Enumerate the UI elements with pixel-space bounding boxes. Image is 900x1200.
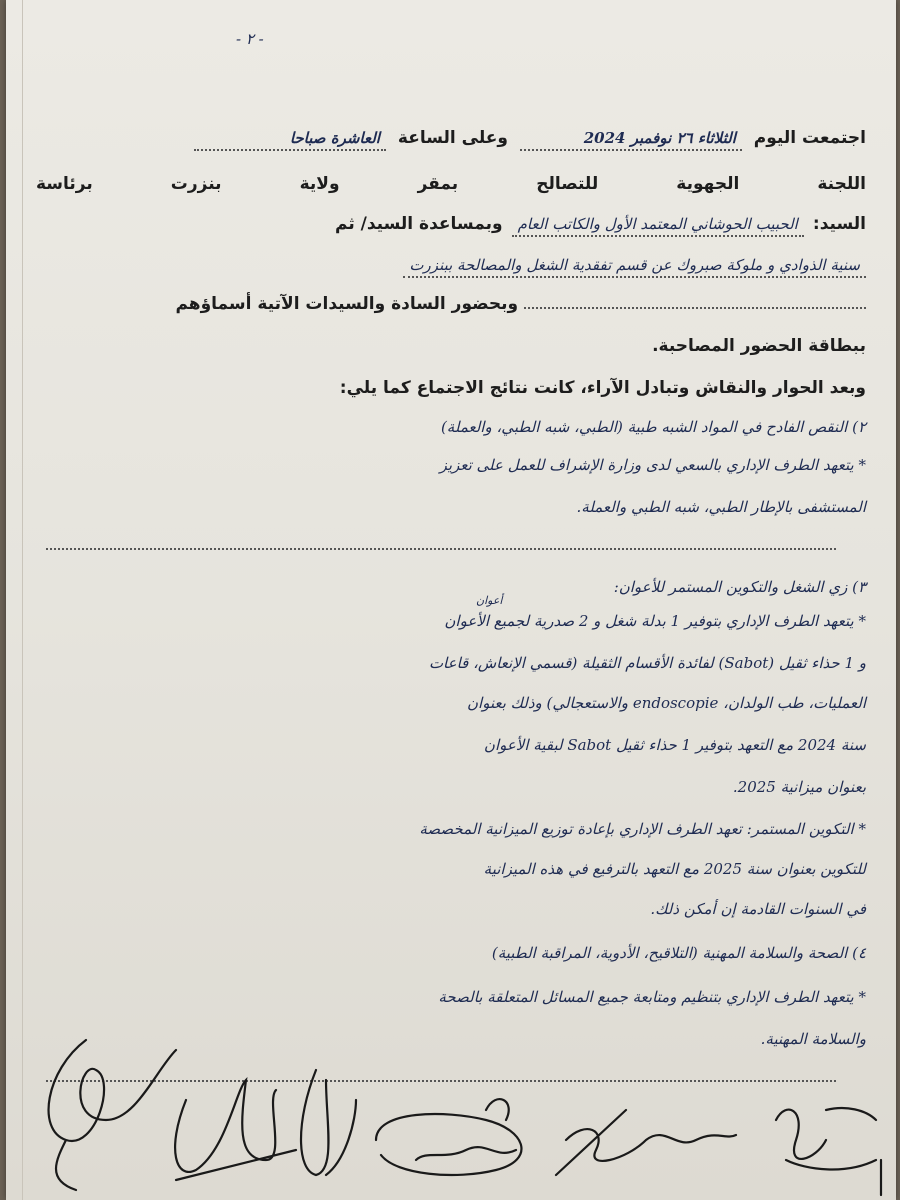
seat-label: بمقر <box>417 174 459 194</box>
page-number: - ٢ - <box>236 30 264 48</box>
regional-label: الجهوية <box>676 174 740 194</box>
item-4-line-2: والسلامة المهنية. <box>760 1030 866 1048</box>
attendance-line-2: ببطاقة الحضور المصاحبة. <box>652 336 866 356</box>
item-4-title: ٤) الصحة والسلامة المهنية (التلاقيح، الأدوية، المراقبة الطبية) <box>491 944 866 962</box>
chair-line <box>36 214 866 237</box>
assisted-label: وبمساعدة السيد/ ثم <box>335 214 503 234</box>
item-3-line-6: * التكوين المستمر: تعهد الطرف الإداري بإعادة توزيع الميزانية المخصصة <box>419 820 866 838</box>
signature-2 <box>175 1080 296 1180</box>
margin-line <box>22 0 23 1200</box>
date-value: الثلاثاء ٢٦ نوفمبر 2024 <box>520 129 742 151</box>
assistants-value: سنية الذوادي و ملوكة صبروك عن قسم تفقدية الشغل والمصالحة ببنزرت <box>403 256 866 278</box>
chaired-label: برئاسة <box>36 174 93 194</box>
signature-3 <box>301 1070 356 1175</box>
item-3-line-8: في السنوات القادمة إن أمكن ذلك. <box>650 900 866 918</box>
attendance-dots <box>524 305 866 309</box>
item-3-line-2: و 1 حذاء ثقيل (Sabot) لفائدة الأقسام الثقيلة (قسمي الإنعاش، قاعات <box>428 654 866 672</box>
item-3-line-1: * يتعهد الطرف الإداري بتوفير 1 بدلة شغل و 2 صدرية لجميع الأعوان <box>444 612 866 630</box>
item-2-title: ٢) النقص الفادح في المواد الشبه طبية (الطبي، شبه الطبي، والعملة) <box>440 418 866 436</box>
attendance-line <box>36 294 866 314</box>
item-3-title: ٣) زي الشغل والتكوين المستمر للأعوان: <box>613 578 866 596</box>
item-3-above-note: أعوان <box>476 594 503 607</box>
item-3-line-3: العمليات، طب الولدان، endoscopie والاستعجالي) وذلك بعنوان <box>467 694 866 712</box>
time-label: وعلى الساعة <box>397 128 508 148</box>
blank-line <box>46 548 836 550</box>
signature-1 <box>49 1040 176 1190</box>
signature-6 <box>776 1108 881 1195</box>
item-2-line-1: * يتعهد الطرف الإداري بالسعي لدى وزارة الإشراف للعمل على تعزيز <box>439 456 866 474</box>
item-3-line-4: سنة 2024 مع التعهد بتوفير 1 حذاء ثقيل Sabot لبقية الأعوان <box>483 736 866 754</box>
mr-label: السيد: <box>812 214 866 234</box>
signature-4 <box>376 1099 521 1175</box>
chair-name: الحبيب الحوشاني المعتمد الأول والكاتب العام <box>512 215 804 237</box>
time-value: العاشرة صباحا <box>194 129 386 151</box>
reconciliation-label: للتصالح <box>536 174 599 194</box>
attendance-label: وبحضور السادة والسيدات الآتية أسماؤهم <box>175 294 519 314</box>
met-label: اجتمعت اليوم <box>753 128 866 148</box>
item-3-line-5: بعنوان ميزانية 2025. <box>732 778 866 796</box>
header-line-2 <box>36 174 866 194</box>
signatures-area <box>26 1010 886 1200</box>
item-4-line-1: * يتعهد الطرف الإداري بتنظيم ومتابعة جميع المسائل المتعلقة بالصحة <box>438 988 866 1006</box>
committee-label: اللجنة <box>817 174 866 194</box>
province-label: ولاية <box>299 174 340 194</box>
signature-5 <box>556 1110 736 1175</box>
city-label: بنزرت <box>170 174 222 194</box>
assistants-line <box>36 256 866 278</box>
header-line-1 <box>36 128 866 151</box>
item-2-line-2: المستشفى بالإطار الطبي، شبه الطبي والعملة. <box>576 498 866 516</box>
results-intro: وبعد الحوار والنقاش وتبادل الآراء، كانت نتائج الاجتماع كما يلي: <box>339 378 866 398</box>
document-page <box>6 0 896 1200</box>
item-3-line-7: للتكوين بعنوان سنة 2025 مع التعهد بالترفيع في هذه الميزانية <box>483 860 866 878</box>
